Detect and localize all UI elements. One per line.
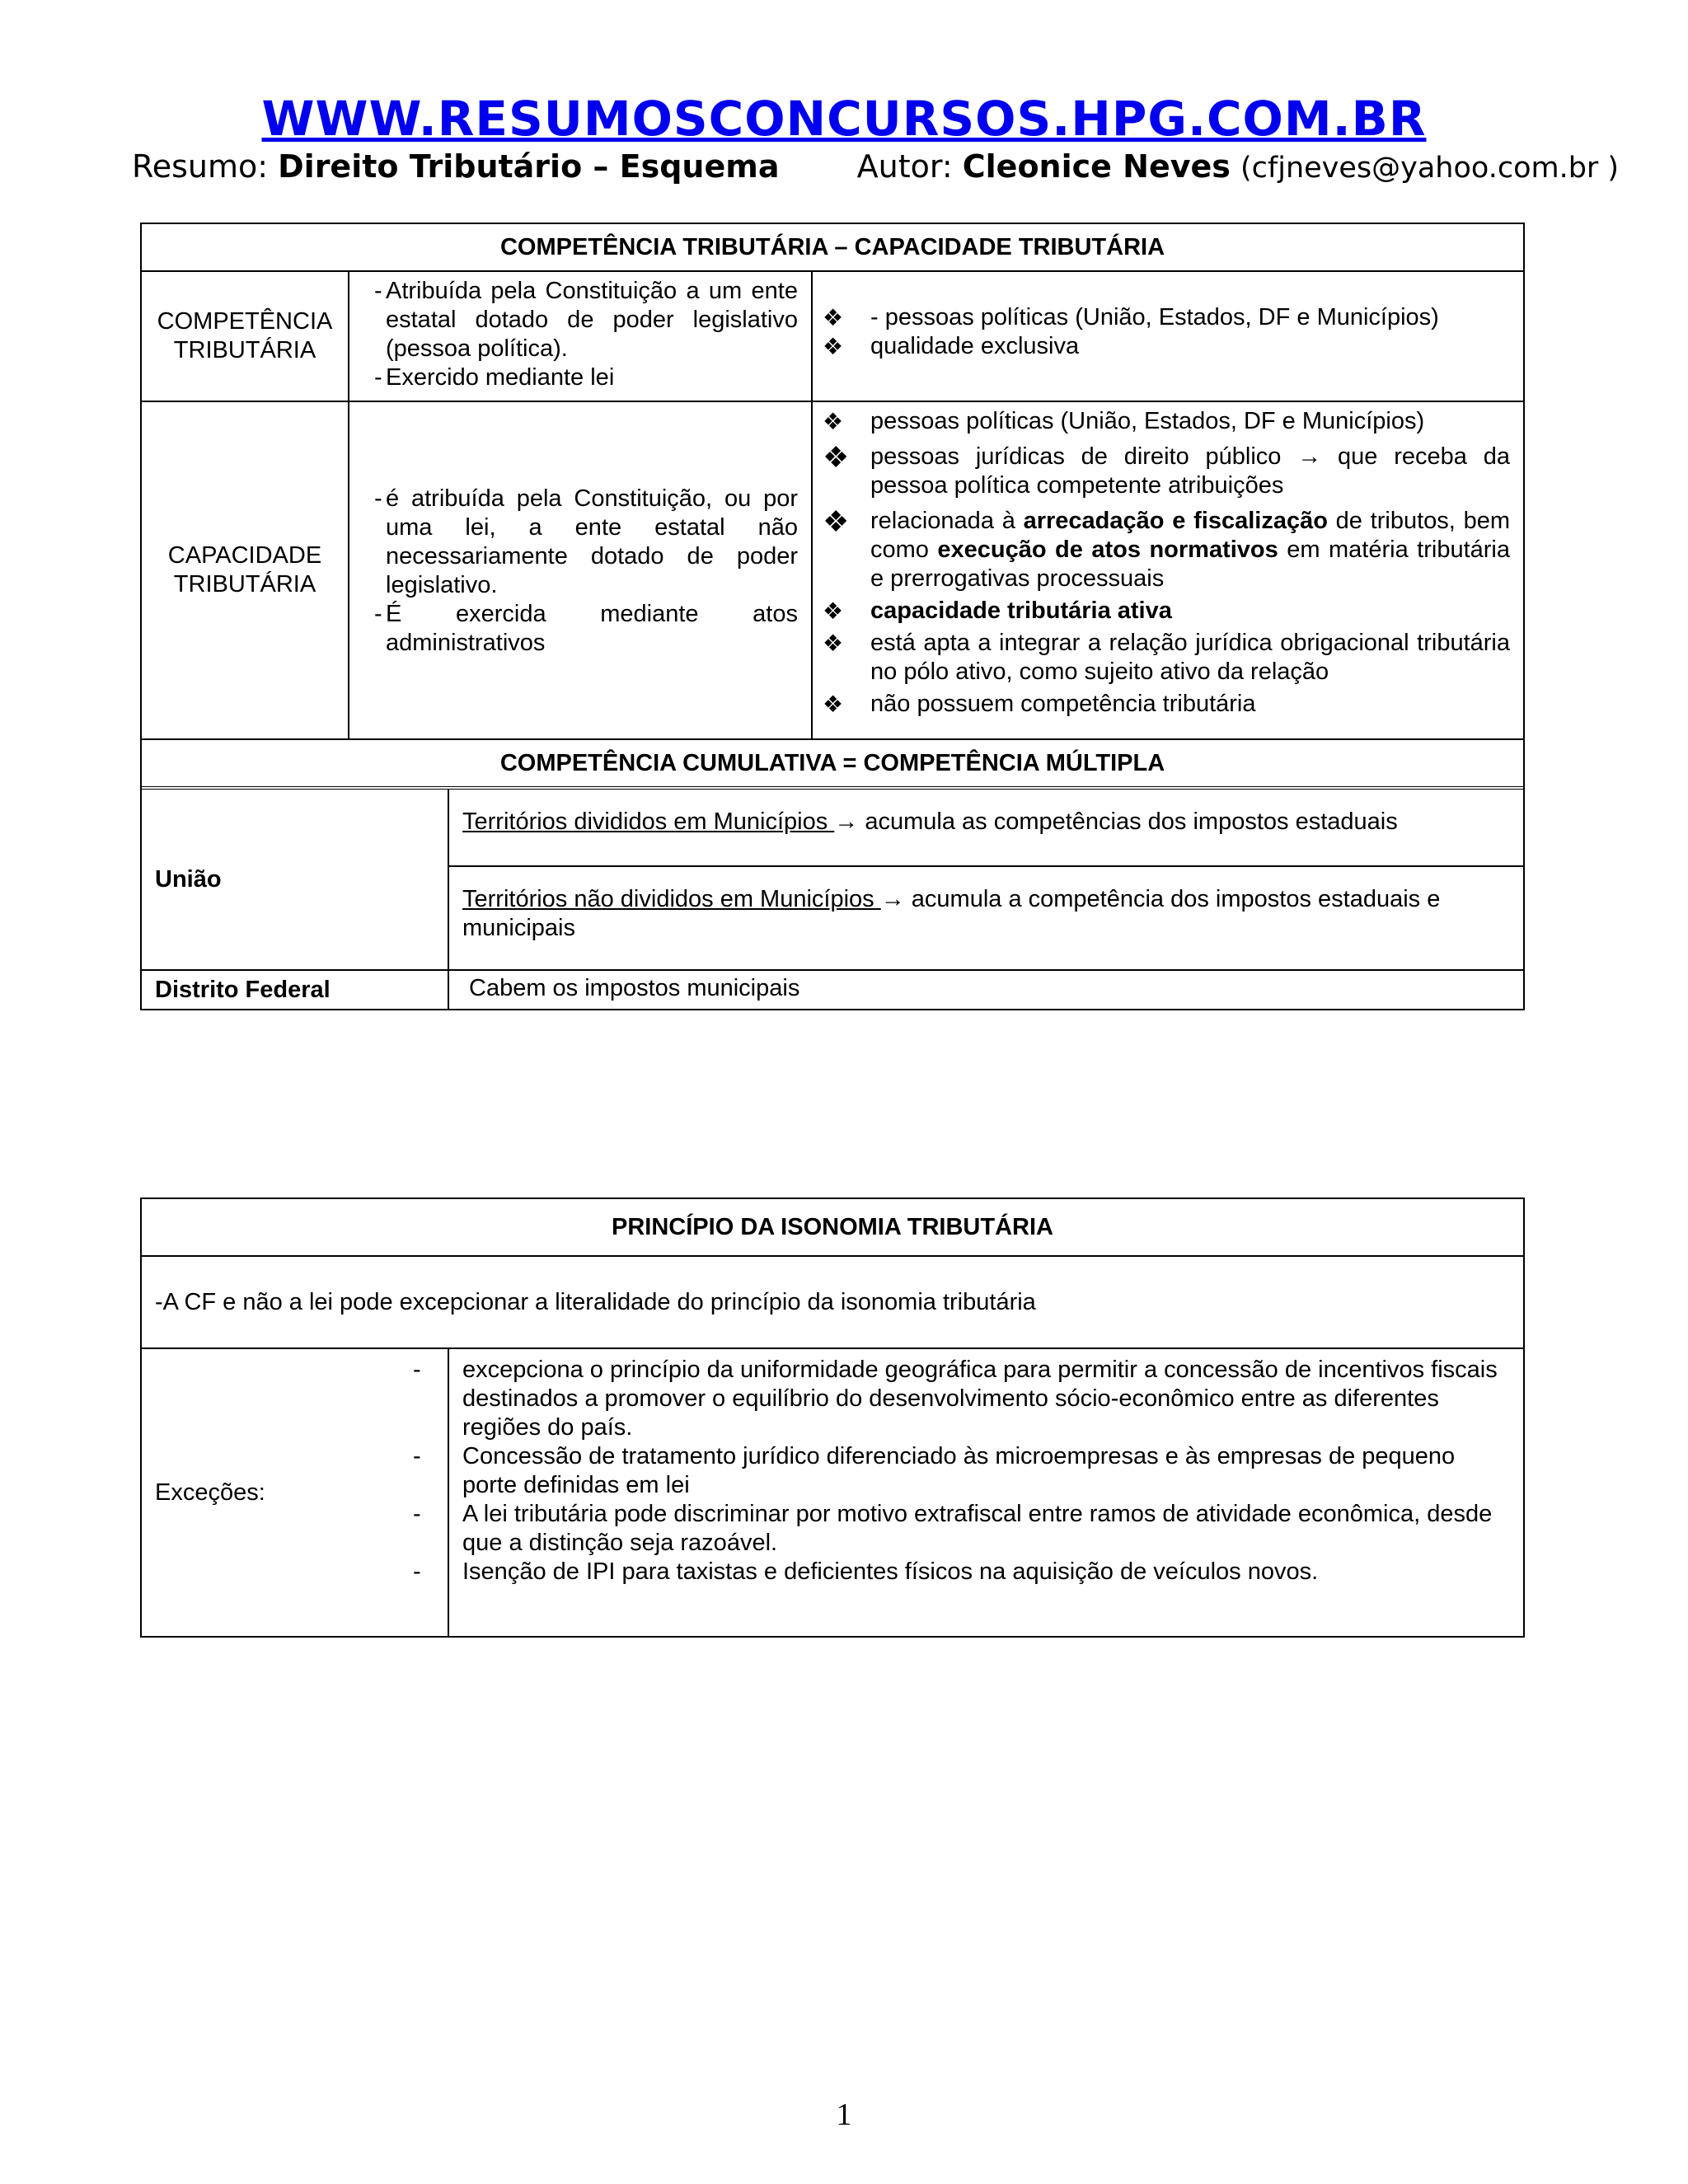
uniao-territorios-nao-divididos: Territórios não divididos em Municípios → acumula a competência dos impostos estaduais e municipais — [449, 865, 1523, 958]
capacidade-right-cell — [813, 402, 1523, 738]
capacidade-bullet: ❖ não possuem competência tributária — [823, 691, 1256, 717]
isonomia-table — [140, 1197, 1525, 1638]
excecoes-label: Exceções: — [155, 1479, 265, 1506]
resumo-label: Resumo: — [132, 148, 269, 185]
cumulativa-title: COMPETÊNCIA CUMULATIVA = COMPETÊNCIA MÚLTIPLA — [499, 749, 1165, 776]
uniao-territorios-divididos: Territórios divididos em Municípios → acumula as competências dos impostos estaduais — [462, 808, 1398, 835]
competencia-label-cell — [142, 272, 349, 401]
competencia-bullet: ❖ - pessoas políticas (União, Estados, DF e Municípios) — [823, 304, 1439, 330]
table2-title-row — [142, 1199, 1523, 1257]
document-subtitle — [132, 148, 1620, 185]
df-label-cell — [142, 971, 449, 1009]
competencia-row — [142, 272, 1523, 402]
excecao-item: - Concessão de tratamento jurídico diferenciado às microempresas e às empresas de pequeno porte definidas em lei — [413, 1443, 1456, 1498]
autor-value: Cleonice Neves — [962, 148, 1231, 185]
excecao-item: - A lei tributária pode discriminar por motivo extrafiscal entre ramos de atividade econômica, desde que a distinção seja razoável. — [413, 1501, 1493, 1556]
df-label: Distrito Federal — [155, 976, 331, 1003]
competencia-right-cell — [813, 272, 1523, 401]
bullet-icon: ❖ — [823, 691, 844, 717]
uniao-row — [142, 790, 1523, 971]
resumo-value: Direito Tributário – Esquema — [278, 148, 780, 185]
bullet-icon: ❖ — [823, 630, 844, 656]
capacidade-middle-item: - É exercida mediante atos administrativos — [374, 601, 798, 656]
excecoes-row — [142, 1349, 1523, 1636]
capacidade-bullet: ❖ pessoas jurídicas de direito público → que receba da pessoa política competente atribuições — [823, 440, 1510, 499]
capacidade-middle-cell — [349, 402, 813, 738]
table2-title: PRINCÍPIO DA ISONOMIA TRIBUTÁRIA — [612, 1213, 1053, 1240]
autor-email: (cfjneves@yahoo.com.br ) — [1240, 152, 1620, 185]
table1-title-row — [142, 224, 1523, 272]
bullet-icon: ❖ — [823, 598, 844, 624]
competencia-middle-cell — [349, 272, 813, 401]
uniao-label: União — [155, 865, 222, 893]
bullet-icon: ❖ — [823, 305, 844, 330]
uniao-content-cell — [449, 790, 1523, 969]
df-value: Cabem os impostos municipais — [469, 975, 800, 1001]
isonomia-intro-row — [142, 1257, 1523, 1349]
bullet-icon: ❖ — [823, 409, 844, 434]
site-url-link[interactable]: WWW.RESUMOSCONCURSOS.HPG.COM.BR — [261, 91, 1427, 147]
excecoes-list — [413, 1349, 1523, 1636]
competencia-bullet: ❖ qualidade exclusiva — [823, 333, 1080, 359]
isonomia-intro: -A CF e não a lei pode excepcionar a literalidade do princípio da isonomia tributária — [155, 1288, 1036, 1315]
df-row — [142, 971, 1523, 1009]
excecao-item: - excepciona o princípio da uniformidade geográfica para permitir a concessão de incentivos fiscais destinados a promover o equilíbrio do desenvolvimento sócio-econômico entre as diferentes regiões do país. — [413, 1357, 1498, 1441]
excecao-item: - Isenção de IPI para taxistas e deficientes físicos na aquisição de veículos novos. — [413, 1558, 1319, 1585]
cumulativa-title-row — [142, 740, 1523, 790]
capacidade-bullet: ❖ relacionada à arrecadação e fiscalização de tributos, bem como execução de atos normativos em matéria tributária e prerrogativas processuais — [823, 504, 1510, 592]
competencia-middle-item: - Atribuída pela Constituição a um ente estatal dotado de poder legislativo (pessoa política). — [374, 278, 798, 362]
page-number: 1 — [836, 2097, 852, 2132]
uniao-label-cell — [142, 790, 449, 969]
capacidade-row — [142, 402, 1523, 740]
capacidade-middle-item: - é atribuída pela Constituição, ou por uma lei, a ente estatal não necessariamente dotado de poder legislativo. — [374, 485, 798, 598]
capacidade-bullet: ❖ capacidade tributária ativa — [823, 598, 1172, 624]
bullet-icon: ❖ — [823, 504, 850, 538]
capacidade-label-cell — [142, 402, 349, 738]
competencia-label: COMPETÊNCIA TRIBUTÁRIA — [157, 308, 333, 363]
competencia-capacidade-table — [140, 223, 1525, 1010]
bullet-icon: ❖ — [823, 440, 850, 474]
excecoes-label-cell — [142, 1349, 449, 1636]
df-value-cell — [449, 971, 1523, 1009]
capacidade-bullet: ❖ pessoas políticas (União, Estados, DF e Municípios) — [823, 408, 1425, 434]
competencia-middle-item: - Exercido mediante lei — [374, 364, 615, 391]
capacidade-label: CAPACIDADE TRIBUTÁRIA — [167, 542, 322, 598]
autor-label: Autor: — [856, 148, 953, 185]
capacidade-bullet: ❖ está apta a integrar a relação jurídica obrigacional tributária no pólo ativo, como sujeito ativo da relação — [823, 630, 1510, 685]
bullet-icon: ❖ — [823, 334, 844, 359]
table1-title: COMPETÊNCIA TRIBUTÁRIA – CAPACIDADE TRIBUTÁRIA — [499, 233, 1165, 260]
